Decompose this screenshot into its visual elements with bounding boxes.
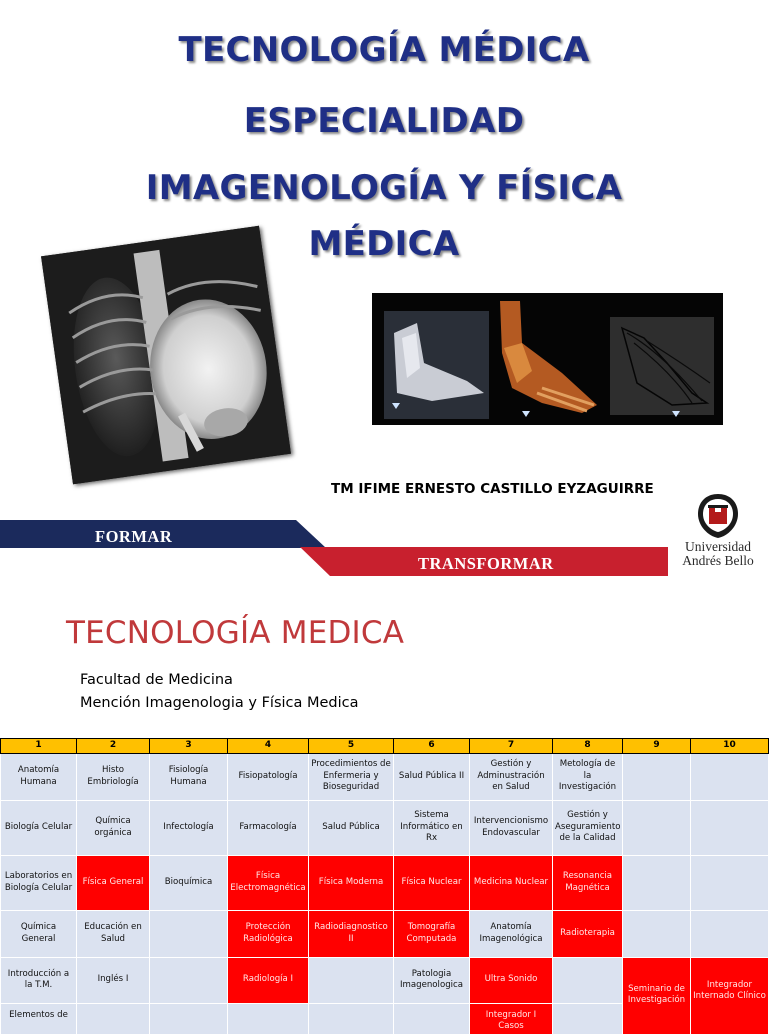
- semester-header: 5: [309, 739, 394, 754]
- course-cell: Biología Celular: [1, 800, 77, 855]
- course-cell: Anatomía Imagenológica: [470, 910, 553, 957]
- course-cell: [691, 855, 769, 910]
- course-cell: Bioquímica: [150, 855, 228, 910]
- slide-2-title: TECNOLOGÍA MEDICA: [66, 615, 405, 651]
- course-cell: Inglés I: [77, 957, 150, 1003]
- course-cell: [623, 855, 691, 910]
- course-cell: [691, 800, 769, 855]
- course-cell: Histo Embriología: [77, 753, 150, 800]
- course-cell: Integrador Internado Clínico: [691, 957, 769, 1034]
- table-row: [1, 753, 769, 800]
- semester-header-row: [1, 739, 769, 754]
- course-cell: Farmacología: [228, 800, 309, 855]
- semester-header: 7: [470, 739, 553, 754]
- course-cell: Protección Radiológica: [228, 910, 309, 957]
- foot-imaging-panel: [372, 293, 723, 425]
- course-cell: Integrador I Casos: [470, 1003, 553, 1034]
- formar-label: FORMAR: [95, 527, 173, 546]
- table-row: [1, 910, 769, 957]
- course-cell: Metología de la Investigación: [553, 753, 623, 800]
- semester-header: 8: [553, 739, 623, 754]
- mention-label: Mención Imagenologia y Física Medica: [80, 695, 359, 711]
- course-cell: Química General: [1, 910, 77, 957]
- course-cell: Salud Pública: [309, 800, 394, 855]
- table-row: [1, 855, 769, 910]
- course-cell: [691, 910, 769, 957]
- course-cell: Gestión y Adminustración en Salud: [470, 753, 553, 800]
- course-cell: Radiodiagnostico II: [309, 910, 394, 957]
- semester-header: 10: [691, 739, 769, 754]
- course-cell: [309, 957, 394, 1003]
- course-cell: Anatomía Humana: [1, 753, 77, 800]
- course-cell: Fisiopatología: [228, 753, 309, 800]
- semester-header: 9: [623, 739, 691, 754]
- course-cell: Laboratorios en Biología Celular: [1, 855, 77, 910]
- slide-title-line-1: TECNOLOGÍA MÉDICA: [178, 30, 590, 70]
- course-cell: Introducción a la T.M.: [1, 957, 77, 1003]
- course-cell: Física Moderna: [309, 855, 394, 910]
- course-cell: Sistema Informático en Rx: [394, 800, 470, 855]
- semester-header: 4: [228, 739, 309, 754]
- semester-header: 3: [150, 739, 228, 754]
- chest-xray-image: [41, 226, 291, 484]
- course-cell: Física Nuclear: [394, 855, 470, 910]
- course-cell: Química orgánica: [77, 800, 150, 855]
- course-cell: [691, 753, 769, 800]
- course-cell: Física Electromagnética: [228, 855, 309, 910]
- course-cell: Procedimientos de Enfermeria y Bioseguridad: [309, 753, 394, 800]
- course-cell: [394, 1003, 470, 1034]
- course-cell: Intervencionismo Endovascular: [470, 800, 553, 855]
- author-name: TM IFIME ERNESTO CASTILLO EYZAGUIRRE: [331, 481, 654, 497]
- university-seal-icon: [696, 492, 740, 540]
- course-cell: Física General: [77, 855, 150, 910]
- course-cell: Tomografía Computada: [394, 910, 470, 957]
- course-cell: [623, 753, 691, 800]
- course-cell: Patologia Imagenologica: [394, 957, 470, 1003]
- transformar-label: TRANSFORMAR: [418, 554, 554, 573]
- course-cell: Elementos de: [1, 1003, 77, 1034]
- course-cell: Educación en Salud: [77, 910, 150, 957]
- course-cell: [553, 1003, 623, 1034]
- slide-title-line-2: ESPECIALIDAD: [243, 101, 525, 141]
- course-cell: Radiología I: [228, 957, 309, 1003]
- course-cell: [309, 1003, 394, 1034]
- course-cell: [77, 1003, 150, 1034]
- course-cell: Radioterapia: [553, 910, 623, 957]
- course-cell: Infectología: [150, 800, 228, 855]
- course-cell: [228, 1003, 309, 1034]
- course-cell: [150, 1003, 228, 1034]
- slide-title-line-3: IMAGENOLOGÍA Y FÍSICA: [145, 168, 623, 208]
- faculty-label: Facultad de Medicina: [80, 672, 233, 688]
- course-cell: [150, 910, 228, 957]
- table-row: [1, 957, 769, 1003]
- course-cell: [623, 910, 691, 957]
- table-row: [1, 800, 769, 855]
- semester-header: 1: [1, 739, 77, 754]
- course-cell: Seminario de Investigación: [623, 957, 691, 1034]
- course-cell: Salud Pública II: [394, 753, 470, 800]
- university-logo: [672, 492, 764, 582]
- slide-title-line-4: MÉDICA: [308, 224, 460, 264]
- semester-header: 6: [394, 739, 470, 754]
- course-cell: Medicina Nuclear: [470, 855, 553, 910]
- course-cell: Resonancia Magnética: [553, 855, 623, 910]
- curriculum-table: [0, 738, 769, 1035]
- course-cell: Fisiología Humana: [150, 753, 228, 800]
- course-cell: [623, 800, 691, 855]
- logo-text-line-1: Universidad: [685, 539, 751, 554]
- course-cell: [150, 957, 228, 1003]
- semester-header: 2: [77, 739, 150, 754]
- course-cell: [553, 957, 623, 1003]
- logo-text-line-2: Andrés Bello: [682, 553, 754, 568]
- course-cell: Ultra Sonido: [470, 957, 553, 1003]
- course-cell: Gestión y Aseguramiento de la Calidad: [553, 800, 623, 855]
